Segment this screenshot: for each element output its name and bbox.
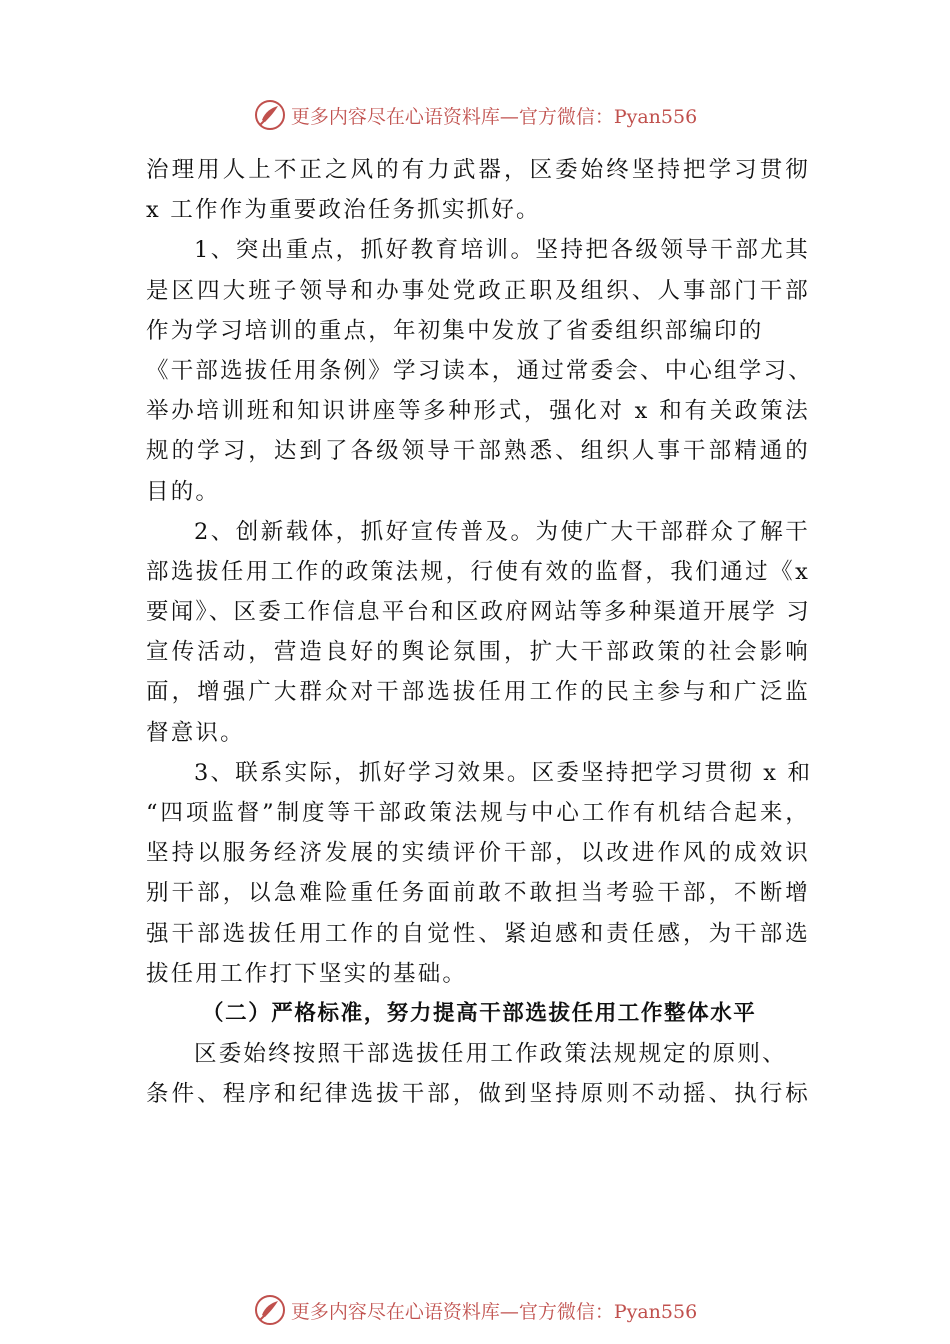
text-line-3: 1、突出重点，抓好教育培训。坚持把各级领导干部尤其 [194, 237, 810, 264]
text-line-23: 区委始终按照干部选拔任用工作政策法规规定的原则、 [194, 1041, 787, 1068]
banner-wechat: 官方微信：Pyan556 [518, 1300, 698, 1323]
text-line-18: 坚持以服务经济发展的实绩评价干部，以改进作风的成效识 [146, 840, 810, 867]
text-line-16: 3、联系实际，抓好学习效果。区委坚持把学习贯彻 x 和 [194, 759, 813, 786]
text-line-4: 是区四大班子领导和办事处党政正职及组织、人事部门干部 [146, 277, 810, 304]
text-line-8: 规的学习，达到了各级领导干部熟悉、组织人事干部精通的 [146, 438, 810, 465]
text-line-13: 宣传活动，营造良好的舆论氛围，扩大干部政策的社会影响 [146, 639, 810, 666]
header-banner [0, 95, 950, 135]
banner-text [291, 102, 697, 129]
banner-wechat: 官方微信：Pyan556 [518, 105, 698, 128]
text-line-17: “四项监督”制度等干部政策法规与中心工作有机结合起来， [146, 800, 810, 826]
text-line-19: 别干部，以急难险重任务面前敢不敢担当考验干部，不断增 [146, 880, 810, 907]
banner-text [291, 1297, 697, 1324]
text-line-5: 作为学习培训的重点，年初集中发放了省委组织部编印的 [146, 317, 764, 344]
text-line-12: 要闻》、区委工作信息平台和区政府网站等多种渠道开展学 习 [146, 599, 812, 626]
banner-site-name: 更多内容尽在心语资料库 [290, 1300, 500, 1323]
text-line-15: 督意识。 [146, 719, 245, 746]
text-line-7: 举办培训班和知识讲座等多种形式，强化对 x 和有关政策法 [146, 398, 810, 425]
text-line-2: x 工作作为重要政治任务抓实抓好。 [146, 197, 541, 224]
banner-separator: — [499, 105, 519, 128]
footer-banner [0, 1290, 950, 1330]
banner-separator: — [499, 1300, 519, 1323]
text-line-11: 部选拔任用工作的政策法规，行使有效的监督，我们通过《x [146, 558, 810, 585]
text-line-1: 治理用人上不正之风的有力武器，区委始终坚持把学习贯彻 [146, 157, 810, 183]
section-heading: （二）严格标准，努力提高干部选拔任用工作整体水平 [202, 1000, 757, 1026]
logo-icon [253, 98, 287, 132]
text-line-14: 面，增强广大群众对干部选拔任用工作的民主参与和广泛监 [146, 679, 810, 706]
document-body [146, 150, 813, 1115]
text-line-24: 条件、程序和纪律选拔干部，做到坚持原则不动摇、执行标 [146, 1081, 810, 1108]
banner-site-name: 更多内容尽在心语资料库 [290, 105, 500, 128]
text-line-9: 目的。 [146, 478, 221, 505]
logo-icon [253, 1293, 287, 1327]
text-line-20: 强干部选拔任用工作的自觉性、紧迫感和责任感，为干部选 [146, 920, 810, 947]
text-line-6: 《干部选拔任用条例》学习读本，通过常委会、中心组学习、 [146, 357, 813, 384]
text-line-21: 拔任用工作打下坚实的基础。 [146, 960, 468, 987]
text-line-10: 2、创新载体，抓好宣传普及。为使广大干部群众了解干 [194, 518, 810, 545]
